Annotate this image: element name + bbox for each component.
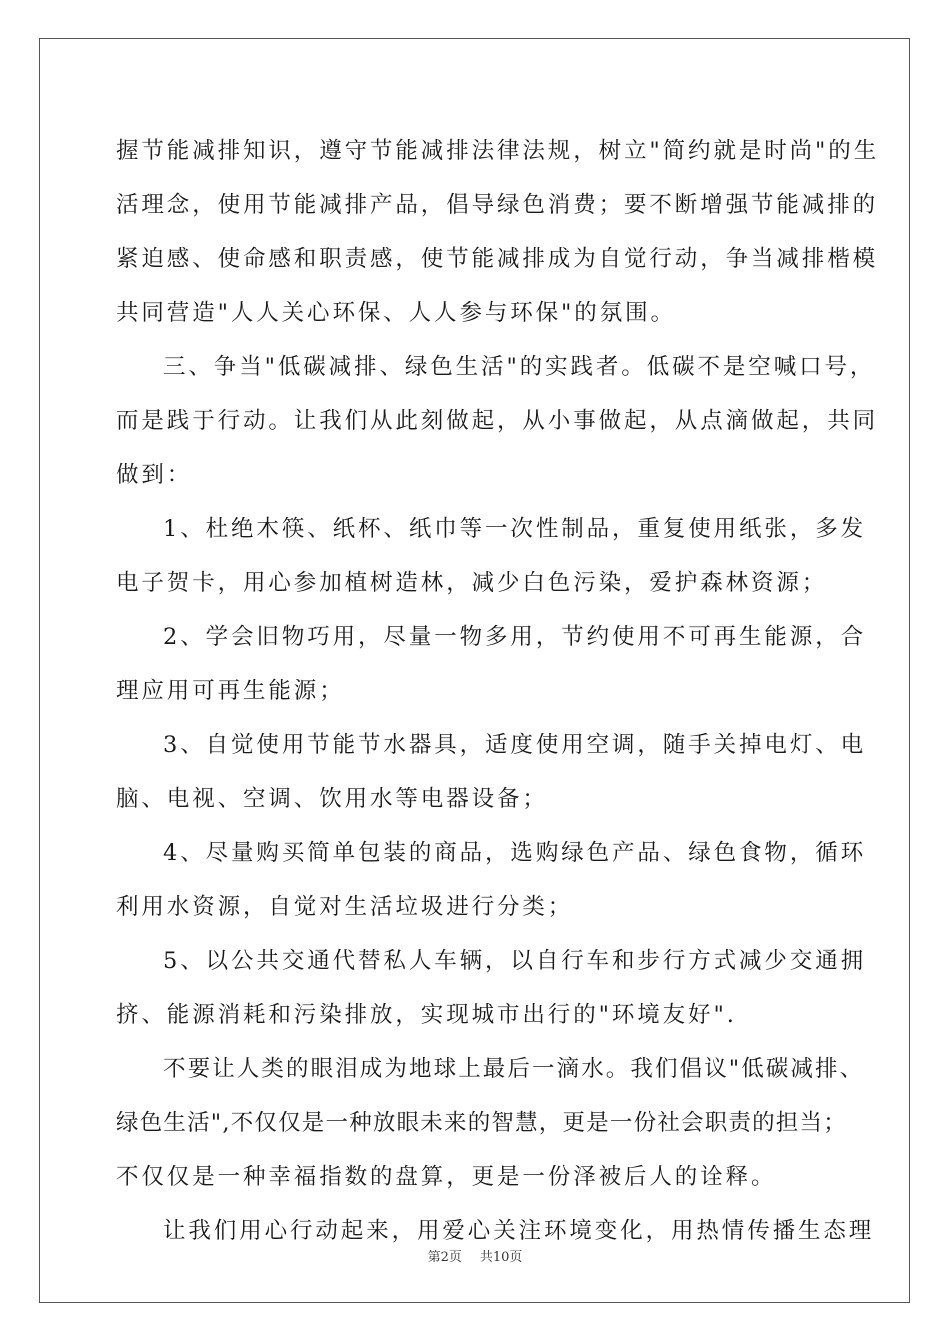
text-line: 绿色生活",不仅仅是一种放眼未来的智慧，更是一份社会职责的担当； xyxy=(116,1110,847,1136)
text-line: 活理念，使用节能减排产品，倡导绿色消费；要不断增强节能减排的 xyxy=(116,192,879,218)
page-number-total: 共10页 xyxy=(479,1250,523,1265)
page-footer xyxy=(0,1246,950,1265)
text-line: 5、以公共交通代替私人车辆，以自行车和步行方式减少交通拥 xyxy=(163,948,867,974)
text-line: 让我们用心行动起来，用爱心关注环境变化，用热情传播生态理 xyxy=(163,1218,875,1244)
text-line: 握节能减排知识，遵守节能减排法律法规，树立"简约就是时尚"的生 xyxy=(116,138,880,164)
text-line: 2、学会旧物巧用，尽量一物多用，节约使用不可再生能源，合 xyxy=(163,624,867,650)
text-line: 共同营造"人人关心环保、人人参与环保"的氛围。 xyxy=(116,300,676,326)
text-line: 紧迫感、使命感和职责感，使节能减排成为自觉行动，争当减排楷模 xyxy=(116,246,879,272)
page-number-current: 第2页 xyxy=(427,1250,462,1265)
text-line: 3、自觉使用节能节水器具，适度使用空调，随手关掉电灯、电 xyxy=(163,732,867,758)
text-line: 4、尽量购买简单包装的商品，选购绿色产品、绿色食物，循环 xyxy=(163,840,867,866)
text-line: 理应用可再生能源； xyxy=(116,678,345,704)
text-line: 脑、电视、空调、饮用水等电器设备； xyxy=(116,786,548,812)
text-line: 做到： xyxy=(116,462,193,488)
text-line: 挤、能源消耗和污染排放，实现城市出行的"环境友好". xyxy=(116,1002,737,1028)
text-line: 不仅仅是一种幸福指数的盘算，更是一份泽被后人的诠释。 xyxy=(116,1164,777,1190)
text-line: 1、杜绝木筷、纸杯、纸巾等一次性制品，重复使用纸张，多发 xyxy=(163,516,867,542)
text-line: 而是践于行动。让我们从此刻做起，从小事做起，从点滴做起，共同 xyxy=(116,408,879,434)
text-line: 三、争当"低碳减排、绿色生活"的实践者。低碳不是空喊口号， xyxy=(163,354,876,380)
text-line: 电子贺卡，用心参加植树造林，减少白色污染，爱护森林资源； xyxy=(116,570,828,596)
text-line: 利用水资源，自觉对生活垃圾进行分类； xyxy=(116,894,574,920)
document-body xyxy=(116,124,880,1258)
text-line: 不要让人类的眼泪成为地球上最后一滴水。我们倡议"低碳减排、 xyxy=(163,1056,865,1082)
